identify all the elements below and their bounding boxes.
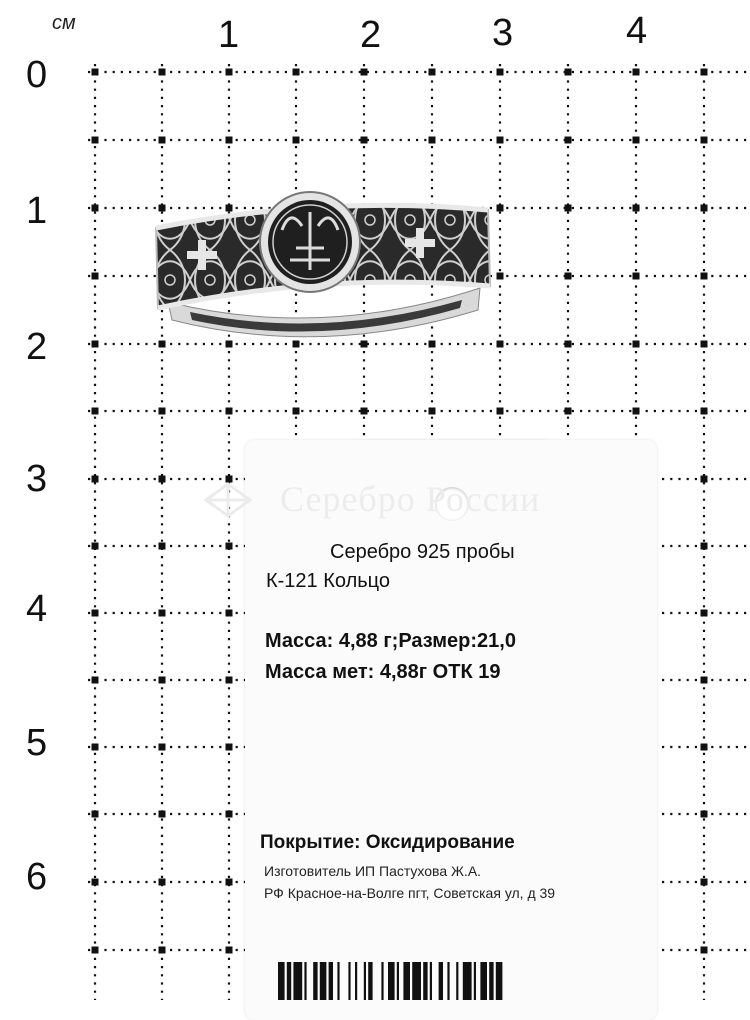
grid-node	[92, 341, 99, 348]
grid-node	[429, 69, 436, 76]
grid-node	[633, 408, 640, 415]
barcode-bar	[439, 962, 443, 1000]
barcode-bar	[313, 962, 317, 1000]
top-mark-2: 2	[360, 14, 382, 56]
price-tag	[245, 440, 657, 1020]
grid-node	[565, 137, 572, 144]
grid-node	[226, 610, 233, 617]
grid-node	[92, 273, 99, 280]
grid-node	[159, 543, 166, 550]
grid-node	[226, 879, 233, 886]
grid-node	[92, 744, 99, 751]
grid-node	[701, 947, 708, 954]
grid-node	[92, 408, 99, 415]
left-mark-0: 0	[26, 54, 48, 96]
barcode-bar	[368, 962, 372, 1000]
barcode-bar	[397, 962, 399, 1000]
top-mark-1: 1	[218, 14, 240, 56]
grid-node	[159, 610, 166, 617]
tag-line-address: РФ Красное-на-Волге пгт, Советская ул, д 39	[264, 885, 556, 901]
grid-node	[497, 137, 504, 144]
grid-node	[701, 677, 708, 684]
grid-node	[293, 137, 300, 144]
grid-node	[226, 947, 233, 954]
grid-node	[701, 273, 708, 280]
grid-node	[701, 341, 708, 348]
grid-node	[226, 137, 233, 144]
grid-node	[226, 677, 233, 684]
grid-node	[92, 610, 99, 617]
grid-node	[293, 408, 300, 415]
grid-node	[159, 811, 166, 818]
grid-node	[92, 69, 99, 76]
tag-line-mass-size: Масса: 4,88 г;Размер:21,0	[265, 630, 516, 652]
barcode-bar	[304, 962, 306, 1000]
grid-node	[633, 205, 640, 212]
tag-line-silver: Серебро 925 пробы	[330, 541, 515, 563]
grid-node	[633, 69, 640, 76]
grid-node	[497, 341, 504, 348]
grid-node	[226, 69, 233, 76]
barcode-bar	[388, 962, 395, 1000]
grid-node	[565, 69, 572, 76]
grid-node	[701, 69, 708, 76]
barcode-bar	[489, 962, 493, 1000]
watermark-logo-icon	[198, 480, 258, 520]
grid-node	[226, 811, 233, 818]
grid-node	[429, 137, 436, 144]
grid-node	[159, 947, 166, 954]
barcode-bar	[403, 962, 410, 1000]
grid-node	[497, 273, 504, 280]
watermark-text: Серебро России	[280, 479, 541, 519]
grid-node	[701, 137, 708, 144]
grid-node	[701, 476, 708, 483]
barcode-bar	[329, 962, 333, 1000]
barcode-bar	[480, 962, 487, 1000]
grid-node	[497, 408, 504, 415]
left-mark-5: 5	[26, 722, 48, 764]
barcode-bar	[412, 962, 421, 1000]
grid-node	[159, 744, 166, 751]
left-mark-3: 3	[26, 458, 48, 500]
top-mark-3: 3	[492, 12, 514, 54]
grid-node	[92, 476, 99, 483]
grid-node	[226, 744, 233, 751]
grid-node	[159, 879, 166, 886]
left-mark-6: 6	[26, 856, 48, 898]
barcode-bar	[364, 962, 366, 1000]
barcode-bar	[320, 962, 327, 1000]
grid-node	[159, 408, 166, 415]
grid-node	[565, 205, 572, 212]
grid-node	[92, 543, 99, 550]
grid-node	[361, 69, 368, 76]
tag-line-coating: Покрытие: Оксидирование	[260, 832, 515, 853]
grid-node	[565, 273, 572, 280]
grid-node	[429, 408, 436, 415]
grid-node	[701, 879, 708, 886]
grid-node	[226, 543, 233, 550]
left-mark-4: 4	[26, 588, 48, 630]
grid-node	[701, 811, 708, 818]
grid-node	[92, 879, 99, 886]
grid-node	[159, 137, 166, 144]
grid-node	[701, 205, 708, 212]
grid-node	[701, 543, 708, 550]
barcode-bar	[381, 962, 383, 1000]
grid-node	[159, 476, 166, 483]
barcode-bar	[423, 962, 427, 1000]
tag-line-article: К-121 Кольцо	[266, 570, 391, 592]
barcode-bar	[293, 962, 302, 1000]
barcode-bar	[496, 962, 503, 1000]
grid-node	[361, 137, 368, 144]
grid-node	[701, 610, 708, 617]
barcode-bar	[278, 962, 285, 1000]
grid-node	[361, 408, 368, 415]
unit-label: см	[52, 12, 76, 34]
grid-node	[293, 69, 300, 76]
grid-node	[92, 947, 99, 954]
grid-node	[565, 341, 572, 348]
grid-node	[633, 341, 640, 348]
grid-node	[565, 408, 572, 415]
grid-node	[226, 408, 233, 415]
grid-node	[92, 677, 99, 684]
barcode-bar	[287, 962, 291, 1000]
barcode-bar	[337, 962, 339, 1000]
left-mark-2: 2	[26, 326, 48, 368]
grid-node	[92, 811, 99, 818]
barcode-bar	[430, 962, 432, 1000]
grid-node	[701, 744, 708, 751]
barcode-bar	[463, 962, 472, 1000]
left-mark-1: 1	[26, 190, 48, 232]
grid-node	[92, 205, 99, 212]
barcode-bar	[355, 962, 357, 1000]
top-mark-4: 4	[626, 10, 648, 52]
ring-icon	[150, 190, 495, 350]
barcode-bar	[447, 962, 449, 1000]
grid-node	[159, 69, 166, 76]
grid-node	[497, 69, 504, 76]
barcode-icon	[278, 962, 623, 1000]
barcode-bar	[348, 962, 350, 1000]
tag-line-metal-mass: Масса мет: 4,88г ОТК 19	[265, 661, 501, 683]
grid-node	[159, 677, 166, 684]
tag-line-maker: Изготовитель ИП Пастухова Ж.А.	[264, 863, 482, 879]
grid-node	[701, 408, 708, 415]
grid-node	[633, 273, 640, 280]
grid-node	[497, 205, 504, 212]
grid-node	[633, 137, 640, 144]
barcode-bar	[474, 962, 476, 1000]
grid-node	[92, 137, 99, 144]
barcode-bar	[456, 962, 458, 1000]
